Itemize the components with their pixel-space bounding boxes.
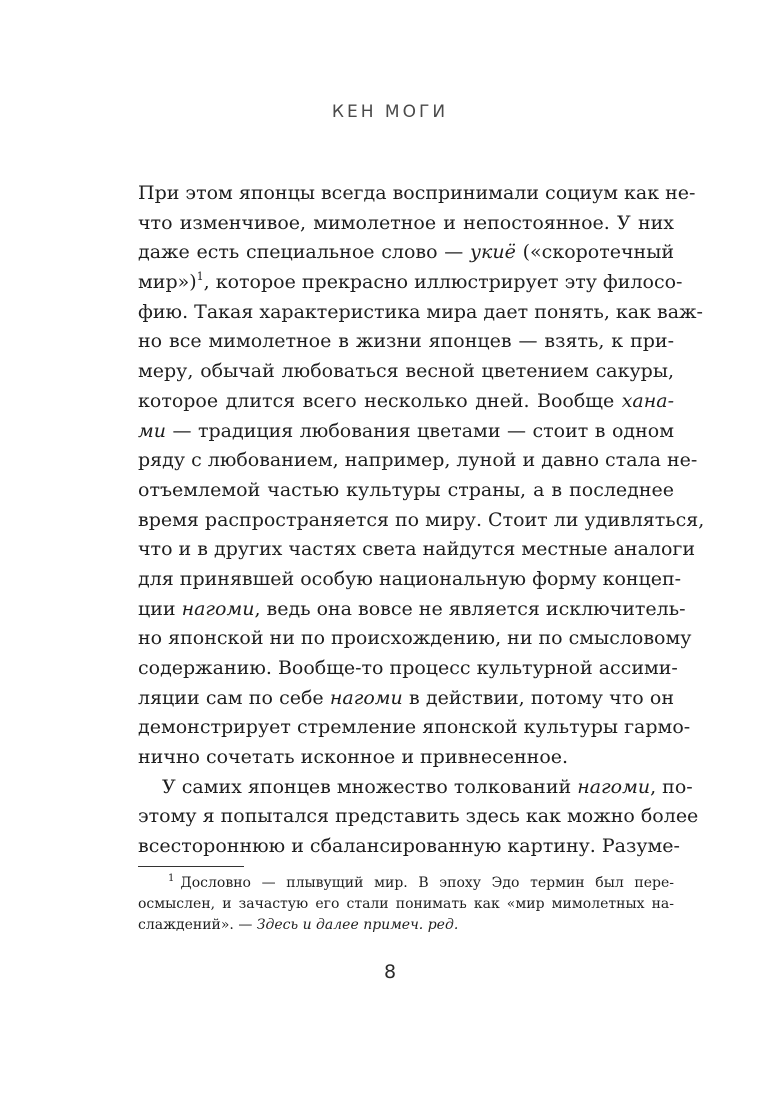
text-line: этому я попытался представить здесь как можно более [138,805,699,828]
footnote-line: слаждений». — Здесь и далее примеч. ред. [138,917,459,933]
term-nagomi: нагоми [329,686,403,709]
text-line: При этом японцы всегда воспринимали социум как не- [138,182,696,204]
text-line: ции нагоми, ведь она вовсе не является исключитель- [138,597,686,620]
text-line: для принявшей особую национальную форму концеп- [138,567,682,590]
footnote-marker: 1 [168,873,175,884]
term-ukiyo: укиё [470,241,516,264]
term-hanami: ми [138,419,166,442]
editor-note: Здесь и далее примеч. ред. [256,917,459,933]
text-line: ряду с любованием, например, луной и давно стала не- [138,449,698,472]
term-nagomi: нагоми [181,597,255,620]
footnote-line: осмыслен, и зачастую его стали понимать как «мир мимолетных на- [138,896,674,912]
text-line: У самих японцев множество толкований нагоми, по- [162,775,693,798]
text-line: мир»)$^1$, которое прекрасно иллюстрирует эту филосо- [138,270,683,294]
text-line: даже есть специальное слово — укиё («скоротечный [138,241,674,264]
text-line: нично сочетать исконное и привнесенное. [138,746,569,769]
body-text [138,179,705,862]
running-head: КЕН МОГИ [331,102,449,122]
text-line: отъемлемой частью культуры страны, а в последнее [138,478,674,501]
footnote-reference[interactable]: 1 [196,270,204,284]
text-line: содержанию. Вообще-то процесс культурной ассими- [138,657,678,679]
footnote-divider [138,866,244,867]
text-line: но японской ни по происхождению, ни по смысловому [138,627,692,650]
term-hanami: хана- [621,389,674,412]
term-nagomi: нагоми [577,775,651,798]
text-line: фию. Такая характеристика мира дает понять, как важ- [138,300,703,323]
text-line: что изменчивое, мимолетное и непостоянное. У них [138,211,674,234]
text-line: время распространяется по миру. Стоит ли удивляться, [138,508,705,531]
page-number: 8 [383,961,397,983]
text-line: меру, обычай любоваться весной цветением сакуры, [138,360,674,383]
text-line: демонстрирует стремление японской культуры гармо- [138,716,691,739]
footnote [138,873,674,936]
text-line: которое длится всего несколько дней. Вообще хана- [138,389,674,412]
text-line: всестороннюю и сбалансированную картину. Разуме- [138,835,680,858]
text-line: что и в других частях света найдутся местные аналоги [138,538,696,561]
text-line: ми — традиция любования цветами — стоит в одном [138,419,674,442]
footnote-line: $^1$ Дословно — плывущий мир. В эпоху Эдо термин был пере- [168,873,674,891]
text-line: ляции сам по себе нагоми в действии, потому что он [138,686,674,709]
text-line: но все мимолетное в жизни японцев — взять, к при- [138,330,674,353]
